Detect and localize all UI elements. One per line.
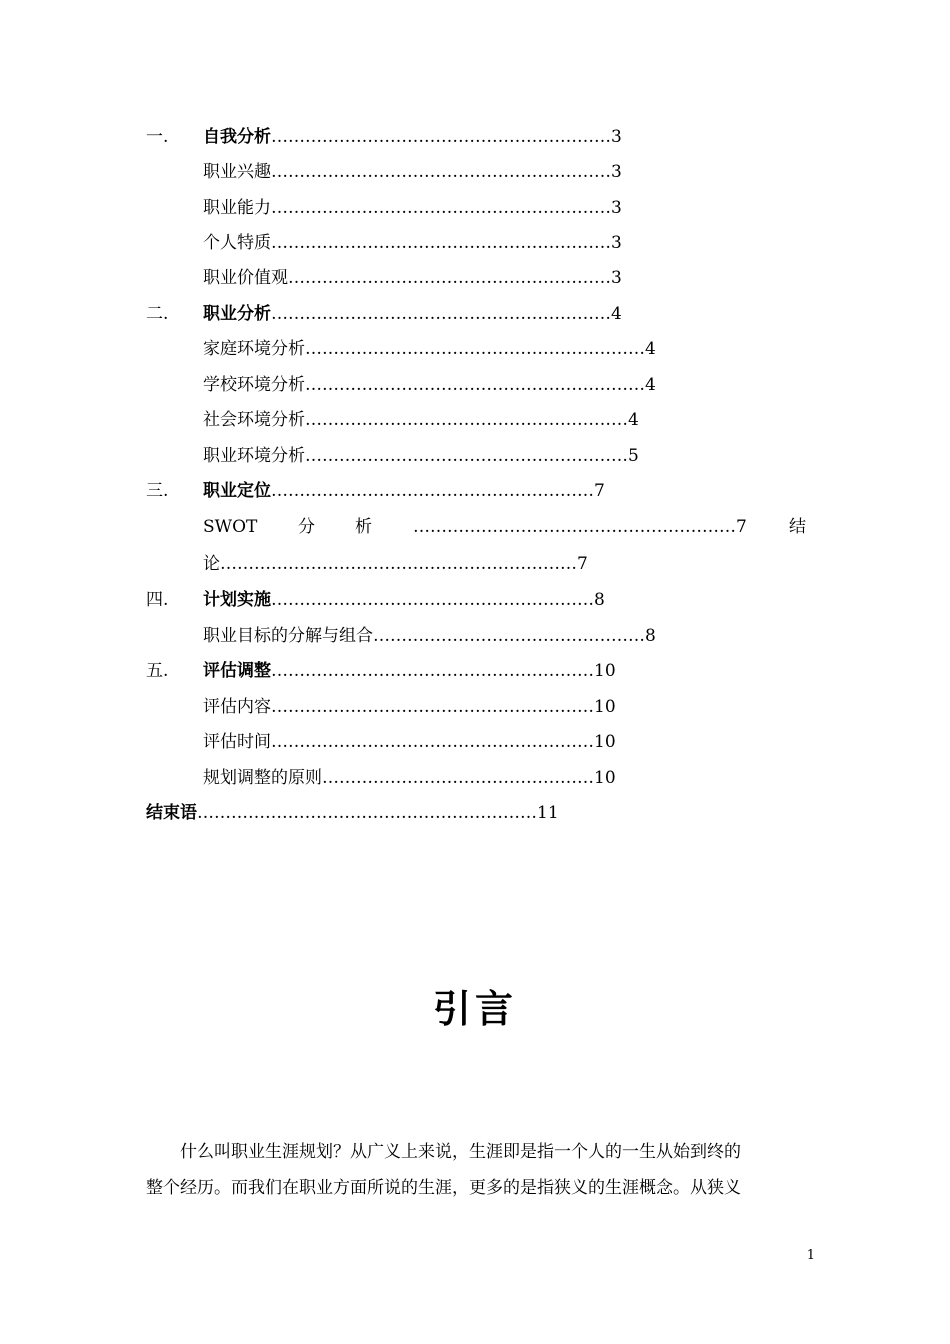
- toc-page-number: 7: [736, 517, 747, 537]
- toc-row-title: 家庭环境分析: [203, 339, 305, 359]
- toc-leader-dots: ……………………………………………………: [305, 375, 645, 395]
- toc-page-number: 11: [537, 803, 559, 823]
- toc-row-number: 二.: [146, 304, 169, 324]
- toc-page-number: 7: [594, 481, 605, 501]
- toc-leader-dots: …………………………………………: [322, 768, 594, 788]
- paragraph-line: 整个经历。而我们在职业方面所说的生涯，更多的是指狭义的生涯概念。从狭义: [146, 1178, 741, 1198]
- toc-row-title: 自我分析: [203, 127, 271, 147]
- toc-page-number: 8: [645, 626, 656, 646]
- toc-page-number: 3: [611, 233, 622, 253]
- paragraph-line: 什么叫职业生涯规划？从广义上来说，生涯即是指一个人的一生从始到终的: [180, 1142, 741, 1162]
- toc-page-number: 10: [594, 697, 616, 717]
- toc-row-title: 职业兴趣: [203, 162, 271, 182]
- toc-row-title: 论: [203, 554, 220, 574]
- toc-page-number: 4: [611, 304, 622, 324]
- toc-row-number: 五.: [146, 661, 169, 681]
- toc-row-title: 评估内容: [203, 697, 271, 717]
- toc-leader-dots: …………………………………………………: [271, 590, 594, 610]
- toc-page-number: 10: [594, 732, 616, 752]
- toc-leader-dots: ……………………………………………………: [271, 127, 611, 147]
- toc-page-number: 5: [628, 446, 639, 466]
- toc-leader-dots: …………………………………………………: [413, 517, 736, 537]
- page-number: 1: [806, 1248, 815, 1263]
- toc-row-title: 结束语: [146, 803, 197, 823]
- toc-row-closing: [146, 801, 559, 825]
- body-paragraph: [146, 1134, 808, 1206]
- toc-page-number: 3: [611, 127, 622, 147]
- section-heading: 引言: [432, 987, 517, 1031]
- toc-row-title: 评估调整: [203, 661, 271, 681]
- toc-page-number: 3: [611, 268, 622, 288]
- toc-page-number: 8: [594, 590, 605, 610]
- toc-row-title: 个人特质: [203, 233, 271, 253]
- toc-page-number: 3: [611, 162, 622, 182]
- toc-row-title: 职业环境分析: [203, 446, 305, 466]
- toc-page-number: 4: [645, 339, 656, 359]
- toc-leader-dots: …………………………………………………: [271, 661, 594, 681]
- toc-leader-dots: …………………………………………………: [271, 697, 594, 717]
- toc-leader-dots: ……………………………………………………: [271, 233, 611, 253]
- toc-page-number: 7: [577, 554, 588, 574]
- toc-row-title: 职业分析: [203, 304, 271, 324]
- toc-page-number: 4: [645, 375, 656, 395]
- toc-leader-dots: ……………………………………………………: [197, 803, 537, 823]
- toc-row-title: 规划调整的原则: [203, 768, 322, 788]
- toc-swot-word: 分: [298, 517, 315, 537]
- toc-row-title: 职业定位: [203, 481, 271, 501]
- toc-swot-word: 结: [789, 517, 806, 537]
- toc-page-number: 10: [594, 768, 616, 788]
- toc-page-number: 3: [611, 198, 622, 218]
- toc-leader-dots: …………………………………………………: [305, 446, 628, 466]
- toc-leader-dots: …………………………………………………: [288, 268, 611, 288]
- toc-row-title: 社会环境分析: [203, 410, 305, 430]
- toc-row-title: 职业能力: [203, 198, 271, 218]
- toc-leader-dots: ……………………………………………………: [305, 339, 645, 359]
- toc-row-swot: [0, 515, 950, 539]
- toc-leader-dots: ……………………………………………………: [271, 198, 611, 218]
- toc-leader-dots: ……………………………………………………: [271, 162, 611, 182]
- toc-page-number: 4: [628, 410, 639, 430]
- toc-row-title: 学校环境分析: [203, 375, 305, 395]
- toc-leader-dots: ………………………………………………………: [220, 554, 577, 574]
- toc-row-number: 三.: [146, 481, 169, 501]
- toc-row-number: 四.: [146, 590, 169, 610]
- toc-page-number: 10: [594, 661, 616, 681]
- toc-row-number: 一.: [146, 127, 169, 147]
- toc-row-title: 职业目标的分解与组合: [203, 626, 373, 646]
- toc-swot-word: 析: [355, 517, 372, 537]
- toc-row-title: 职业价值观: [203, 268, 288, 288]
- toc-swot-word: SWOT: [203, 517, 258, 537]
- toc-leader-dots: ……………………………………………………: [271, 304, 611, 324]
- toc-leader-dots: …………………………………………………: [305, 410, 628, 430]
- toc-row-title: 评估时间: [203, 732, 271, 752]
- toc-leader-dots: …………………………………………………: [271, 481, 594, 501]
- toc-row-title: 计划实施: [203, 590, 271, 610]
- toc-leader-dots: …………………………………………: [373, 626, 645, 646]
- toc-leader-dots: …………………………………………………: [271, 732, 594, 752]
